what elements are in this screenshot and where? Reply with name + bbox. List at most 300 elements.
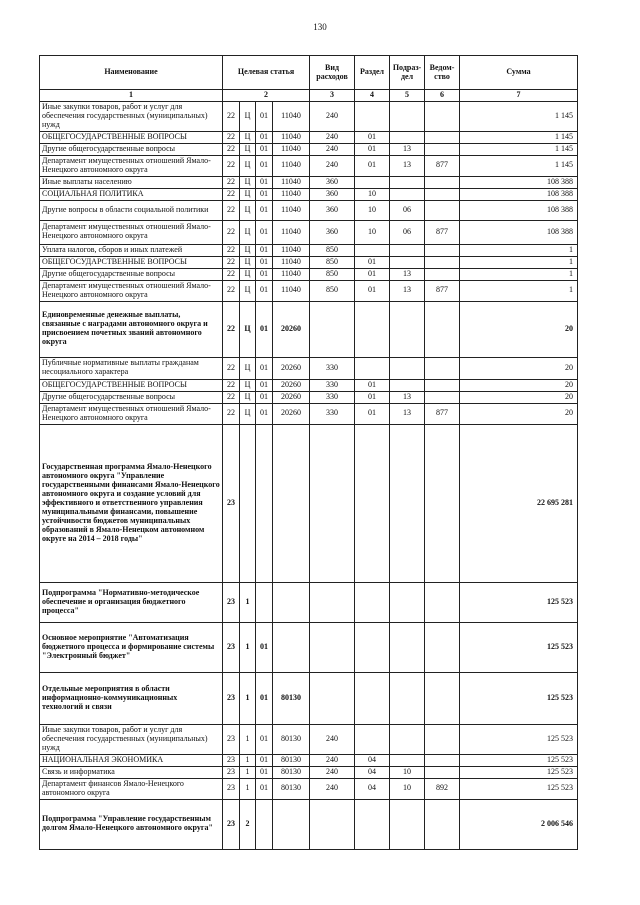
expense-kind xyxy=(310,672,355,724)
dept-code xyxy=(425,357,460,379)
amount: 125 523 xyxy=(460,582,578,622)
row-name: Отдельные мероприятия в области информационно-коммуникационных технологий и связи xyxy=(40,672,223,724)
amount: 1 145 xyxy=(460,101,578,131)
target-code: 11040 xyxy=(273,131,310,143)
section-code xyxy=(355,101,390,131)
amount: 125 523 xyxy=(460,724,578,754)
row-name: Уплата налогов, сборов и иных платежей xyxy=(40,244,223,256)
target-direction: Ц xyxy=(240,403,256,424)
subsection-code xyxy=(390,799,425,849)
expense-kind: 850 xyxy=(310,280,355,301)
target-code: 80130 xyxy=(273,672,310,724)
target-program: 22 xyxy=(223,244,240,256)
table-row xyxy=(40,176,578,188)
target-program: 22 xyxy=(223,220,240,244)
row-name: Государственная программа Ямало-Ненецкого автономного округа "Управление государственными финансами Ямало-Ненецкого автономного округа и создание условий для эффективного и ответственного управления муниципальными финансами, повышение устойчивости бюджетов муниципальных образований в Ямало-Ненецком автономном округе на 2014 – 2018 годы" xyxy=(40,424,223,582)
dept-code xyxy=(425,256,460,268)
row-name: Публичные нормативные выплаты гражданам несоциального характера xyxy=(40,357,223,379)
section-code xyxy=(355,244,390,256)
amount: 1 145 xyxy=(460,143,578,155)
target-code: 20260 xyxy=(273,357,310,379)
section-code: 01 xyxy=(355,131,390,143)
subsection-code xyxy=(390,101,425,131)
target-direction: Ц xyxy=(240,220,256,244)
col-number: 1 xyxy=(40,90,223,102)
target-code: 11040 xyxy=(273,256,310,268)
section-code xyxy=(355,176,390,188)
amount: 125 523 xyxy=(460,672,578,724)
target-sub: 01 xyxy=(256,754,273,766)
target-direction: Ц xyxy=(240,143,256,155)
target-program: 22 xyxy=(223,256,240,268)
dept-code: 877 xyxy=(425,220,460,244)
expense-kind: 240 xyxy=(310,101,355,131)
target-direction: Ц xyxy=(240,188,256,200)
target-program: 23 xyxy=(223,582,240,622)
dept-code xyxy=(425,101,460,131)
col-number: 3 xyxy=(310,90,355,102)
target-program: 22 xyxy=(223,391,240,403)
table-row xyxy=(40,220,578,244)
subsection-code xyxy=(390,188,425,200)
section-code: 04 xyxy=(355,778,390,799)
amount: 1 145 xyxy=(460,131,578,143)
target-direction: Ц xyxy=(240,200,256,220)
section-code: 01 xyxy=(355,268,390,280)
header-sum: Сумма xyxy=(460,56,578,90)
expense-kind: 360 xyxy=(310,176,355,188)
table-row xyxy=(40,754,578,766)
amount: 1 xyxy=(460,280,578,301)
subsection-code xyxy=(390,424,425,582)
table-row xyxy=(40,379,578,391)
expense-kind: 240 xyxy=(310,754,355,766)
amount: 20 xyxy=(460,379,578,391)
row-name: Департамент имущественных отношений Ямало-Ненецкого автономного округа xyxy=(40,155,223,176)
amount: 125 523 xyxy=(460,754,578,766)
target-code: 11040 xyxy=(273,280,310,301)
target-direction: Ц xyxy=(240,256,256,268)
target-program: 23 xyxy=(223,766,240,778)
target-sub: 01 xyxy=(256,200,273,220)
subsection-code: 13 xyxy=(390,268,425,280)
table-row xyxy=(40,778,578,799)
target-direction: Ц xyxy=(240,357,256,379)
col-number: 2 xyxy=(223,90,310,102)
row-name: Подпрограмма "Управление государственным долгом Ямало-Ненецкого автономного округа" xyxy=(40,799,223,849)
target-code: 11040 xyxy=(273,176,310,188)
target-sub: 01 xyxy=(256,357,273,379)
target-direction: Ц xyxy=(240,244,256,256)
target-program: 22 xyxy=(223,280,240,301)
amount: 20 xyxy=(460,403,578,424)
target-program: 22 xyxy=(223,200,240,220)
target-direction: Ц xyxy=(240,176,256,188)
expense-kind: 330 xyxy=(310,379,355,391)
expense-kind: 240 xyxy=(310,143,355,155)
target-sub: 01 xyxy=(256,101,273,131)
table-row xyxy=(40,403,578,424)
subsection-code xyxy=(390,724,425,754)
target-program: 23 xyxy=(223,754,240,766)
target-sub: 01 xyxy=(256,391,273,403)
page-number: 130 xyxy=(313,22,327,32)
target-direction: Ц xyxy=(240,155,256,176)
target-code: 20260 xyxy=(273,379,310,391)
col-number: 5 xyxy=(390,90,425,102)
target-program: 23 xyxy=(223,799,240,849)
target-code xyxy=(273,799,310,849)
expense-kind: 850 xyxy=(310,268,355,280)
dept-code xyxy=(425,391,460,403)
subsection-code: 13 xyxy=(390,143,425,155)
expense-kind: 240 xyxy=(310,724,355,754)
dept-code xyxy=(425,799,460,849)
target-program: 22 xyxy=(223,268,240,280)
amount: 108 388 xyxy=(460,200,578,220)
amount: 22 695 281 xyxy=(460,424,578,582)
target-program: 23 xyxy=(223,622,240,672)
subsection-code: 13 xyxy=(390,391,425,403)
section-code xyxy=(355,582,390,622)
target-sub: 01 xyxy=(256,131,273,143)
section-code: 01 xyxy=(355,256,390,268)
target-code: 11040 xyxy=(273,188,310,200)
expense-kind: 850 xyxy=(310,256,355,268)
amount: 125 523 xyxy=(460,622,578,672)
subsection-code: 06 xyxy=(390,200,425,220)
target-program: 23 xyxy=(223,778,240,799)
table-row xyxy=(40,188,578,200)
row-name: Основное мероприятие "Автоматизация бюджетного процесса и формирование системы "Электронный бюджет" xyxy=(40,622,223,672)
dept-code xyxy=(425,200,460,220)
row-name: Связь и информатика xyxy=(40,766,223,778)
target-direction: 1 xyxy=(240,724,256,754)
dept-code xyxy=(425,188,460,200)
dept-code xyxy=(425,724,460,754)
table-row xyxy=(40,155,578,176)
subsection-code xyxy=(390,176,425,188)
target-program: 22 xyxy=(223,379,240,391)
row-name: ОБЩЕГОСУДАРСТВЕННЫЕ ВОПРОСЫ xyxy=(40,379,223,391)
target-program: 22 xyxy=(223,301,240,357)
target-direction: 1 xyxy=(240,622,256,672)
expense-kind: 240 xyxy=(310,131,355,143)
dept-code xyxy=(425,582,460,622)
subsection-code: 13 xyxy=(390,155,425,176)
dept-code xyxy=(425,424,460,582)
table-row xyxy=(40,799,578,849)
section-code: 10 xyxy=(355,200,390,220)
table-row xyxy=(40,256,578,268)
section-code xyxy=(355,301,390,357)
dept-code xyxy=(425,131,460,143)
table-row xyxy=(40,244,578,256)
target-program: 22 xyxy=(223,143,240,155)
target-code: 11040 xyxy=(273,220,310,244)
amount: 108 388 xyxy=(460,188,578,200)
dept-code: 877 xyxy=(425,403,460,424)
row-name: Другие общегосударственные вопросы xyxy=(40,268,223,280)
row-name: Иные выплаты населению xyxy=(40,176,223,188)
section-code: 01 xyxy=(355,379,390,391)
expense-kind: 330 xyxy=(310,403,355,424)
target-sub: 01 xyxy=(256,268,273,280)
amount: 1 xyxy=(460,256,578,268)
table-row xyxy=(40,101,578,131)
expense-kind: 240 xyxy=(310,778,355,799)
target-program: 23 xyxy=(223,424,240,582)
target-code: 80130 xyxy=(273,724,310,754)
target-code xyxy=(273,622,310,672)
row-name: Единовременные денежные выплаты, связанные с наградами автономного округа и присвоением почетных званий автономного округа xyxy=(40,301,223,357)
amount: 1 xyxy=(460,268,578,280)
header-subsection: Подраз-дел xyxy=(390,56,425,90)
section-code: 10 xyxy=(355,220,390,244)
target-program: 22 xyxy=(223,101,240,131)
section-code: 01 xyxy=(355,403,390,424)
target-sub xyxy=(256,582,273,622)
amount: 20 xyxy=(460,357,578,379)
table-row xyxy=(40,766,578,778)
amount: 2 006 546 xyxy=(460,799,578,849)
target-direction: 2 xyxy=(240,799,256,849)
expense-kind: 240 xyxy=(310,766,355,778)
target-sub: 01 xyxy=(256,244,273,256)
target-program: 22 xyxy=(223,176,240,188)
row-name: ОБЩЕГОСУДАРСТВЕННЫЕ ВОПРОСЫ xyxy=(40,256,223,268)
section-code xyxy=(355,424,390,582)
section-code xyxy=(355,357,390,379)
target-program: 22 xyxy=(223,188,240,200)
target-code: 11040 xyxy=(273,101,310,131)
target-program: 23 xyxy=(223,672,240,724)
col-number: 7 xyxy=(460,90,578,102)
expense-kind xyxy=(310,301,355,357)
subsection-code: 10 xyxy=(390,778,425,799)
target-code: 11040 xyxy=(273,143,310,155)
target-code: 20260 xyxy=(273,391,310,403)
section-code: 01 xyxy=(355,391,390,403)
target-program: 23 xyxy=(223,724,240,754)
dept-code: 877 xyxy=(425,155,460,176)
dept-code xyxy=(425,268,460,280)
expense-kind: 360 xyxy=(310,200,355,220)
expense-kind: 360 xyxy=(310,188,355,200)
row-name: Иные закупки товаров, работ и услуг для обеспечения государственных (муниципальных) нужд xyxy=(40,101,223,131)
header-dept: Ведом-ство xyxy=(425,56,460,90)
table-row xyxy=(40,424,578,582)
table-row xyxy=(40,357,578,379)
target-sub: 01 xyxy=(256,766,273,778)
target-sub: 01 xyxy=(256,256,273,268)
section-code xyxy=(355,622,390,672)
dept-code: 892 xyxy=(425,778,460,799)
target-code xyxy=(273,582,310,622)
target-direction: Ц xyxy=(240,101,256,131)
target-sub xyxy=(256,424,273,582)
table-row xyxy=(40,143,578,155)
target-code: 20260 xyxy=(273,403,310,424)
section-code xyxy=(355,672,390,724)
section-code: 10 xyxy=(355,188,390,200)
target-sub: 01 xyxy=(256,155,273,176)
subsection-code xyxy=(390,672,425,724)
row-name: Другие общегосударственные вопросы xyxy=(40,143,223,155)
dept-code xyxy=(425,379,460,391)
target-sub: 01 xyxy=(256,280,273,301)
row-name: Департамент имущественных отношений Ямало-Ненецкого автономного округа xyxy=(40,403,223,424)
row-name: ОБЩЕГОСУДАРСТВЕННЫЕ ВОПРОСЫ xyxy=(40,131,223,143)
target-direction: 1 xyxy=(240,766,256,778)
target-program: 22 xyxy=(223,403,240,424)
target-sub: 01 xyxy=(256,143,273,155)
target-code: 80130 xyxy=(273,754,310,766)
subsection-code xyxy=(390,301,425,357)
table-row xyxy=(40,672,578,724)
expense-kind: 330 xyxy=(310,391,355,403)
section-code: 01 xyxy=(355,280,390,301)
amount: 108 388 xyxy=(460,176,578,188)
table-row xyxy=(40,391,578,403)
target-code: 11040 xyxy=(273,200,310,220)
dept-code xyxy=(425,766,460,778)
amount: 125 523 xyxy=(460,778,578,799)
target-code xyxy=(273,424,310,582)
expense-kind: 240 xyxy=(310,155,355,176)
amount: 1 xyxy=(460,244,578,256)
target-code: 11040 xyxy=(273,155,310,176)
target-sub: 01 xyxy=(256,724,273,754)
target-direction: 1 xyxy=(240,778,256,799)
subsection-code xyxy=(390,622,425,672)
header-section: Раздел xyxy=(355,56,390,90)
target-code: 11040 xyxy=(273,244,310,256)
target-direction: 1 xyxy=(240,582,256,622)
target-code: 80130 xyxy=(273,766,310,778)
amount: 108 388 xyxy=(460,220,578,244)
col-number: 6 xyxy=(425,90,460,102)
table-row xyxy=(40,622,578,672)
target-sub: 01 xyxy=(256,188,273,200)
row-name: НАЦИОНАЛЬНАЯ ЭКОНОМИКА xyxy=(40,754,223,766)
row-name: Другие вопросы в области социальной политики xyxy=(40,200,223,220)
header-name: Наименование xyxy=(40,56,223,90)
subsection-code: 13 xyxy=(390,280,425,301)
table-row xyxy=(40,200,578,220)
table-row xyxy=(40,268,578,280)
target-direction xyxy=(240,424,256,582)
table-row xyxy=(40,301,578,357)
target-sub: 01 xyxy=(256,778,273,799)
section-code: 01 xyxy=(355,155,390,176)
col-number: 4 xyxy=(355,90,390,102)
dept-code xyxy=(425,754,460,766)
amount: 20 xyxy=(460,301,578,357)
section-code: 04 xyxy=(355,766,390,778)
table-row xyxy=(40,131,578,143)
row-name: Иные закупки товаров, работ и услуг для обеспечения государственных (муниципальных) нужд xyxy=(40,724,223,754)
target-program: 22 xyxy=(223,131,240,143)
dept-code xyxy=(425,143,460,155)
dept-code xyxy=(425,622,460,672)
amount: 125 523 xyxy=(460,766,578,778)
dept-code xyxy=(425,176,460,188)
target-code: 11040 xyxy=(273,268,310,280)
row-name: Департамент имущественных отношений Ямало-Ненецкого автономного округа xyxy=(40,220,223,244)
amount: 1 145 xyxy=(460,155,578,176)
subsection-code xyxy=(390,379,425,391)
section-code xyxy=(355,724,390,754)
target-direction: Ц xyxy=(240,280,256,301)
row-name: Департамент имущественных отношений Ямало-Ненецкого автономного округа xyxy=(40,280,223,301)
target-direction: Ц xyxy=(240,379,256,391)
target-sub xyxy=(256,799,273,849)
target-direction: Ц xyxy=(240,301,256,357)
expense-kind xyxy=(310,582,355,622)
target-direction: 1 xyxy=(240,754,256,766)
subsection-code xyxy=(390,582,425,622)
target-sub: 01 xyxy=(256,176,273,188)
budget-table xyxy=(39,55,578,850)
section-code xyxy=(355,799,390,849)
dept-code xyxy=(425,301,460,357)
expense-kind xyxy=(310,424,355,582)
subsection-code: 06 xyxy=(390,220,425,244)
target-direction: Ц xyxy=(240,391,256,403)
dept-code: 877 xyxy=(425,280,460,301)
row-name: Другие общегосударственные вопросы xyxy=(40,391,223,403)
subsection-code: 13 xyxy=(390,403,425,424)
target-sub: 01 xyxy=(256,379,273,391)
subsection-code xyxy=(390,244,425,256)
target-sub: 01 xyxy=(256,672,273,724)
subsection-code xyxy=(390,357,425,379)
dept-code xyxy=(425,672,460,724)
expense-kind: 330 xyxy=(310,357,355,379)
target-program: 22 xyxy=(223,357,240,379)
section-code: 01 xyxy=(355,143,390,155)
subsection-code xyxy=(390,131,425,143)
target-code: 80130 xyxy=(273,778,310,799)
subsection-code: 10 xyxy=(390,766,425,778)
row-name: СОЦИАЛЬНАЯ ПОЛИТИКА xyxy=(40,188,223,200)
dept-code xyxy=(425,244,460,256)
header-target: Целевая статья xyxy=(223,56,310,90)
row-name: Подпрограмма "Нормативно-методическое обеспечение и организация бюджетного процесса" xyxy=(40,582,223,622)
target-sub: 01 xyxy=(256,403,273,424)
expense-kind: 850 xyxy=(310,244,355,256)
target-sub: 01 xyxy=(256,301,273,357)
subsection-code xyxy=(390,754,425,766)
target-program: 22 xyxy=(223,155,240,176)
target-sub: 01 xyxy=(256,220,273,244)
amount: 20 xyxy=(460,391,578,403)
target-direction: Ц xyxy=(240,268,256,280)
target-code: 20260 xyxy=(273,301,310,357)
expense-kind xyxy=(310,799,355,849)
target-direction: Ц xyxy=(240,131,256,143)
header-kind: Вид расходов xyxy=(310,56,355,90)
section-code: 04 xyxy=(355,754,390,766)
table-row xyxy=(40,582,578,622)
row-name: Департамент финансов Ямало-Ненецкого автономного округа xyxy=(40,778,223,799)
expense-kind: 360 xyxy=(310,220,355,244)
subsection-code xyxy=(390,256,425,268)
target-direction: 1 xyxy=(240,672,256,724)
target-sub: 01 xyxy=(256,622,273,672)
table-row xyxy=(40,724,578,754)
